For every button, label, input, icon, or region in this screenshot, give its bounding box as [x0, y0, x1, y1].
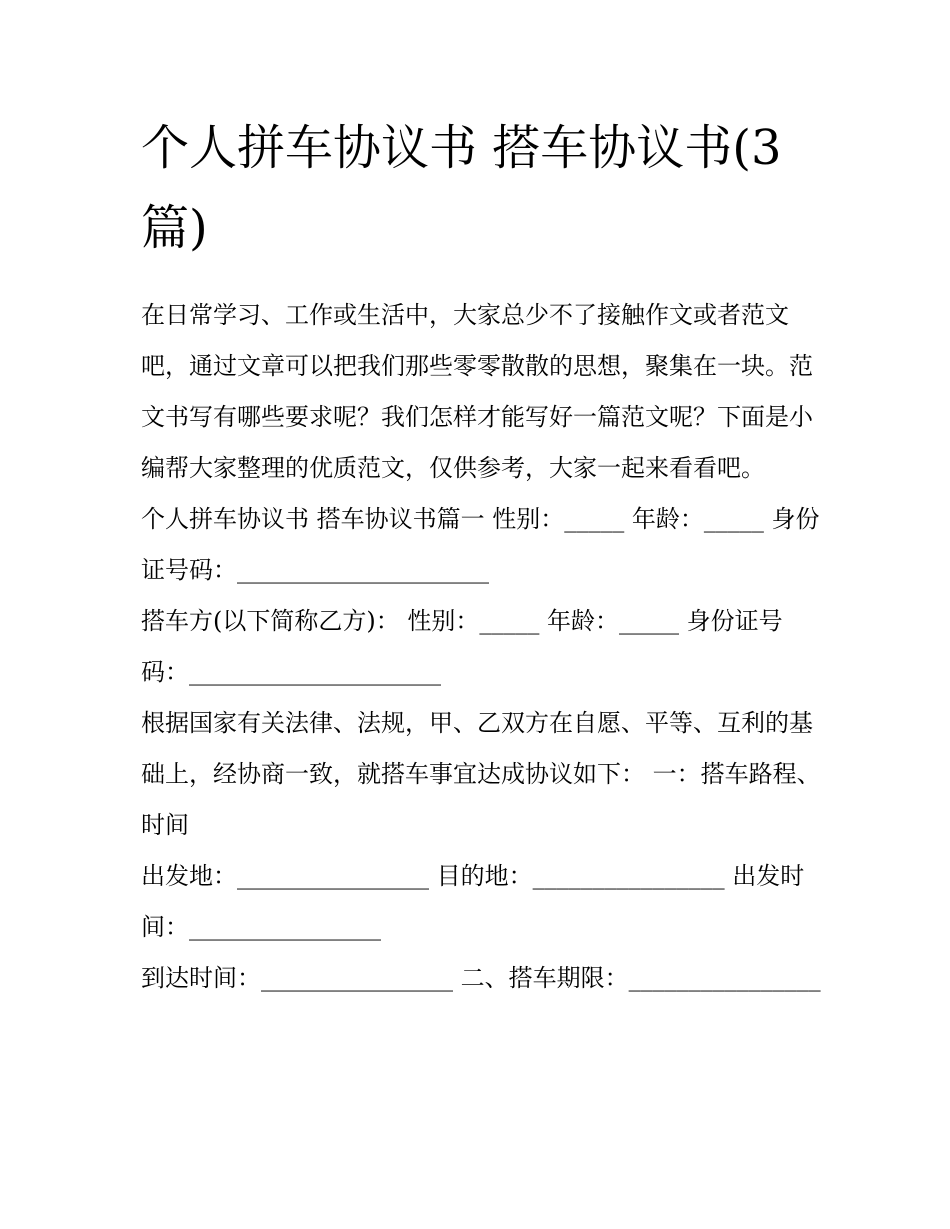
document-body — [141, 108, 821, 1004]
document-title: 个人拼车协议书 搭车协议书(3篇) — [141, 120, 782, 256]
paragraph-party-b-info: 搭车方(以下简称乙方)： 性别：_____ 年龄：_____ 身份证号码：_____________________ — [141, 607, 783, 686]
paragraph-agreement-basis: 根据国家有关法律、法规，甲、乙双方在自愿、平等、互利的基础上，经协商一致，就搭车事宜达成协议如下： 一：搭车路程、时间 — [141, 709, 821, 839]
intro-paragraph: 在日常学习、工作或生活中，大家总少不了接触作文或者范文吧，通过文章可以把我们那些零零散散的思想，聚集在一块。范文书写有哪些要求呢？我们怎样才能写好一篇范文呢？下面是小编帮大家整理的优质范文，仅供参考，大家一起来看看吧。 — [141, 301, 813, 482]
paragraph-route-departure: 出发地：________________ 目的地：________________ 出发时间：________________ — [141, 862, 805, 941]
paragraph-arrival-period: 到达时间：________________ 二、搭车期限：________________ — [141, 964, 821, 992]
paragraph-party-a-info: 个人拼车协议书 搭车协议书篇一 性别：_____ 年龄：_____ 身份证号码：_____________________ — [141, 505, 820, 584]
